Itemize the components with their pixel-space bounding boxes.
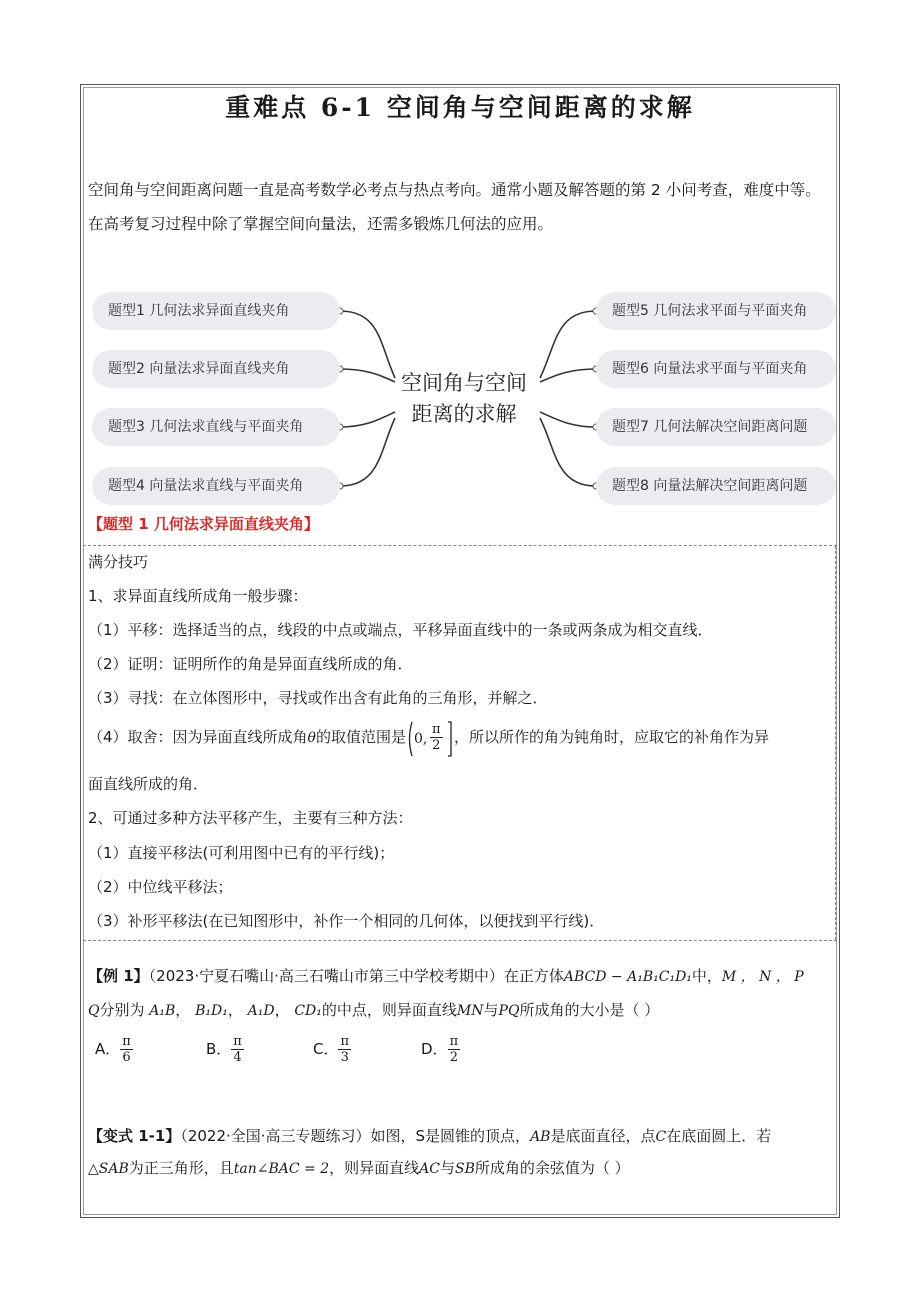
- line-ac: AC: [419, 1161, 440, 1177]
- mindmap-center: [384, 368, 544, 430]
- mindmap-node-4: 题型4 向量法求直线与平面夹角: [92, 467, 340, 505]
- line-mn: MN: [456, 1003, 484, 1019]
- example-1-l2-c: 所成角的大小是（ ）: [519, 1001, 660, 1019]
- variant-1-1-line-1: [88, 1126, 771, 1147]
- choice-a-den: 6: [122, 1050, 131, 1065]
- mindmap-center-line-1: 空间角与空间: [401, 371, 527, 395]
- page-title: 重难点 6-1 空间角与空间距离的求解: [225, 93, 695, 122]
- section-title: 【题型 1 几何法求异面直线夹角】: [88, 515, 319, 533]
- segment-cd1: CD₁: [294, 1003, 322, 1019]
- point-q: Q: [88, 1003, 100, 1019]
- mindmap-center-line-2: 距离的求解: [411, 402, 517, 426]
- choice-c-label: C．: [313, 1040, 339, 1058]
- tips-step-1: （1）平移：选择适当的点，线段的中点或端点，平移异面直线中的一条或两条成为相交直线．: [88, 621, 713, 639]
- theta-symbol: θ: [307, 730, 316, 746]
- intro-line-1: 空间角与空间距离问题一直是高考数学必考点与热点考向。通常小题及解答题的第 2 小问考查，难度中等。: [88, 181, 821, 199]
- triangle-sab: △SAB: [88, 1161, 129, 1177]
- variant-l1-c: 在底面圆上．若: [666, 1127, 772, 1145]
- mindmap-node-7: 题型7 几何法解决空间距离问题: [596, 408, 836, 446]
- choice-b-label: B．: [206, 1040, 232, 1058]
- variant-1-1-line-2: [88, 1158, 630, 1179]
- tips-top-border: [83, 545, 837, 546]
- example-1-l2-a: 分别为: [99, 1001, 145, 1019]
- interval-num: π: [432, 721, 441, 737]
- variant-l2-a: 为正三角形，且: [128, 1159, 234, 1177]
- interval-zero: 0,: [414, 730, 428, 747]
- tips-bottom-border: [83, 940, 837, 941]
- tips-method-2: （2）中位线平移法；: [88, 878, 233, 896]
- choice-d-label: D．: [421, 1040, 448, 1058]
- mindmap-node-1: 题型1 几何法求异面直线夹角: [92, 292, 340, 330]
- cube-name: ABCD − A₁B₁C₁D₁: [563, 969, 692, 985]
- mindmap-node-2: 题型2 向量法求异面直线夹角: [92, 350, 340, 388]
- interval-fraction: [430, 722, 443, 753]
- mindmap-node-5: 题型5 几何法求平面与平面夹角: [596, 292, 836, 330]
- segment-a1d: A₁D: [247, 1003, 275, 1019]
- tips-method-3: （3）补形平移法(在已知图形中，补作一个相同的几何体，以便找到平行线)．: [88, 912, 605, 930]
- choice-d-fraction: [448, 1034, 461, 1065]
- tips-step-4-end: 面直线所成的角．: [88, 775, 209, 793]
- example-1-l2-b: 的中点，则异面直线: [321, 1001, 457, 1019]
- example-1-source: （2023·宁夏石嘴山·高三石嘴山市第三中学校考期中）在正方体: [148, 967, 564, 985]
- points-mnp: M ， N ， P: [721, 969, 804, 985]
- example-1-line-2: Q分别为 A₁B， B₁D₁， A₁D， CD₁的中点，则异面直线MN与PQ所成角的大小是（ ）: [88, 1001, 660, 1019]
- choice-b[interactable]: [206, 1034, 244, 1065]
- variant-l1-b: 是底面直径，点: [550, 1127, 656, 1145]
- choice-d-num: π: [449, 1034, 459, 1049]
- choice-b-fraction: [231, 1034, 244, 1065]
- tips-step-4-pre: （4）取舍：因为异面直线所成角: [88, 728, 308, 746]
- choice-b-num: π: [233, 1034, 242, 1049]
- choice-c-fraction: [338, 1034, 351, 1065]
- choice-d-den: 2: [449, 1050, 458, 1065]
- choice-a-label: A．: [95, 1040, 121, 1058]
- variant-l2-c: 所成角的余弦值为（ ）: [474, 1159, 630, 1177]
- intro-line-2: 在高考复习过程中除了掌握空间向量法，还需多锻炼几何法的应用。: [88, 215, 554, 233]
- tips-step-3: （3）寻找：在立体图形中，寻找或作出含有此角的三角形，并解之．: [88, 689, 548, 707]
- choice-c-num: π: [340, 1034, 350, 1049]
- choice-a[interactable]: [95, 1034, 133, 1065]
- line-pq: PQ: [498, 1003, 520, 1019]
- line-sb: SB: [455, 1161, 475, 1177]
- choice-a-num: π: [122, 1034, 131, 1049]
- variant-1-1-tag: 【变式 1-1】: [88, 1127, 181, 1145]
- tips-step-4-post: ，所以所作的角为钝角时，应取它的补角作为异: [454, 728, 770, 746]
- segment-b1d1: B₁D₁: [195, 1003, 228, 1019]
- example-1-tag: 【例 1】: [88, 967, 149, 985]
- tips-step-title: 1、求异面直线所成角一般步骤：: [88, 587, 308, 605]
- interval-0-pi-over-2: [406, 720, 454, 756]
- interval-den: 2: [432, 737, 441, 753]
- choice-b-den: 4: [233, 1050, 242, 1065]
- segment-ab: AB: [530, 1129, 551, 1145]
- tips-step-2: （2）证明：证明所作的角是异面直线所成的角．: [88, 655, 413, 673]
- point-c: C: [655, 1129, 667, 1145]
- mindmap-node-6: 题型6 向量法求平面与平面夹角: [596, 350, 836, 388]
- example-1-with: 与: [483, 1001, 499, 1019]
- choice-a-fraction: [120, 1034, 133, 1065]
- segment-a1b: A₁B: [149, 1003, 176, 1019]
- example-1-after-cube: 中，: [691, 967, 722, 985]
- variant-l2-b: ，则异面直线: [329, 1159, 420, 1177]
- mindmap-node-8: 题型8 向量法解决空间距离问题: [596, 467, 836, 505]
- variant-l1-a: （2022·全国·高三专题练习）如图，S是圆锥的顶点，: [180, 1127, 531, 1145]
- tips-right-border: [835, 546, 836, 940]
- example-1-line-1: [88, 966, 804, 987]
- tips-step-4-mid: 的取值范围是: [315, 728, 406, 746]
- variant-with: 与: [440, 1159, 456, 1177]
- mindmap-node-3: 题型3 几何法求直线与平面夹角: [92, 408, 340, 446]
- choice-c[interactable]: [313, 1034, 351, 1065]
- choice-c-den: 3: [340, 1050, 349, 1065]
- tips-method-title: 2、可通过多种方法平移产生，主要有三种方法：: [88, 809, 413, 827]
- tips-method-1: （1）直接平移法(可利用图中已有的平行线)；: [88, 844, 395, 862]
- tips-heading: 满分技巧: [88, 553, 149, 571]
- choice-d[interactable]: [421, 1034, 460, 1065]
- tips-step-4: [88, 717, 769, 758]
- tan-bac: tan∠BAC = 2: [233, 1161, 330, 1177]
